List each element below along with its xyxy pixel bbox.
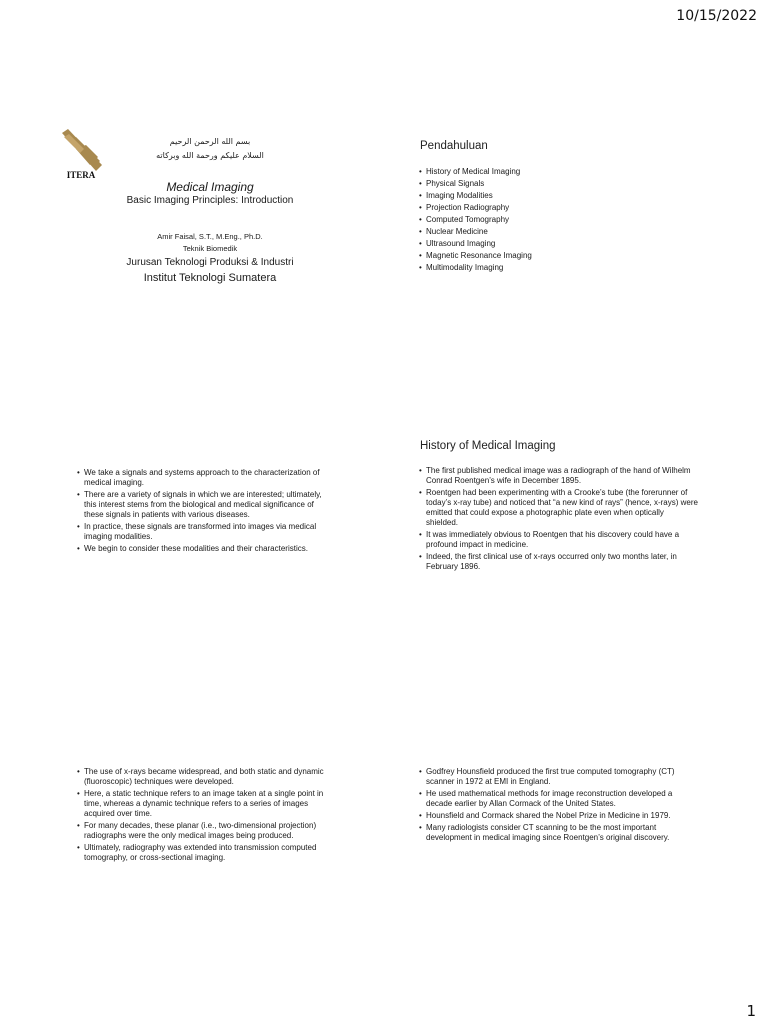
topic-list xyxy=(420,166,720,274)
institution-name: Institut Teknologi Sumatera xyxy=(143,272,277,284)
bullet-list xyxy=(420,767,720,843)
slide-history xyxy=(420,440,720,574)
basmala-text: بسم الله الرحمن الرحيم xyxy=(169,137,251,146)
slide-subtitle: Basic Imaging Principles: Introduction xyxy=(126,195,294,206)
list-item: • Hounsfield and Cormack shared the Nobel Prize in Medicine in 1979. xyxy=(420,811,698,821)
list-item: • Nuclear Medicine xyxy=(420,226,720,238)
list-item: • We begin to consider these modalities and their characteristics. xyxy=(78,544,324,554)
list-item: • Godfrey Hounsfield produced the first true computed tomography (CT) scanner in 1972 at EMI in England. xyxy=(420,767,698,787)
list-item: • It was immediately obvious to Roentgen that his discovery could have a profound impact in medicine. xyxy=(420,530,698,550)
list-item: • Projection Radiography xyxy=(420,202,720,214)
list-item: • The first published medical image was a radiograph of the hand of Wilhelm Conrad Roentgen’s wife in December 1895. xyxy=(420,466,698,486)
slide-signals-approach xyxy=(78,468,378,556)
list-item: • Roentgen had been experimenting with a Crooke’s tube (the forerunner of today’s x-ray tube) and noticed that “a new kind of rays” (hence, x-rays) were emitted that could expose a photographic plate even when optically shielded. xyxy=(420,488,698,528)
list-item: • Multimodality Imaging xyxy=(420,262,720,274)
list-item: • For many decades, these planar (i.e., two-dimensional projection) radiographs were the only medical images being produced. xyxy=(78,821,324,841)
slide-title xyxy=(60,125,360,305)
slide-heading: Pendahuluan xyxy=(420,140,488,152)
list-item: • Imaging Modalities xyxy=(420,190,720,202)
list-item: • Here, a static technique refers to an image taken at a single point in time, whereas a dynamic technique refers to a series of images acquired over time. xyxy=(78,789,324,819)
slide-title-text: Medical Imaging xyxy=(166,180,254,194)
list-item: • Computed Tomography xyxy=(420,214,720,226)
author-name: Amir Faisal, S.T., M.Eng., Ph.D. xyxy=(157,232,263,241)
list-item: • Indeed, the first clinical use of x-rays occurred only two months later, in February 1896. xyxy=(420,552,698,572)
list-item: • There are a variety of signals in which we are interested; ultimately, this interest stems from the biological and medical significance of these signals in patients with various diseases. xyxy=(78,490,324,520)
list-item: • Ultimately, radiography was extended into transmission computed tomography, or cross-sectional imaging. xyxy=(78,843,324,863)
list-item: • Magnetic Resonance Imaging xyxy=(420,250,720,262)
bullet-list xyxy=(78,767,378,863)
slide-ct-history xyxy=(420,767,720,845)
page-number: 1 xyxy=(746,1002,756,1020)
list-item: • Physical Signals xyxy=(420,178,720,190)
list-item: • In practice, these signals are transformed into images via medical imaging modalities. xyxy=(78,522,324,542)
slide-xray-techniques xyxy=(78,767,378,865)
department-name: Teknik Biomedik xyxy=(182,244,238,253)
list-item: • Ultrasound Imaging xyxy=(420,238,720,250)
slide-heading: History of Medical Imaging xyxy=(420,440,556,452)
list-item: • He used mathematical methods for image reconstruction developed a decade earlier by Allan Cormack of the United States. xyxy=(420,789,698,809)
list-item: • Many radiologists consider CT scanning to be the most important development in medical imaging since Roentgen’s original discovery. xyxy=(420,823,698,843)
bullet-list xyxy=(78,468,378,554)
logo-text: ITERA xyxy=(66,170,96,180)
slide-pendahuluan xyxy=(420,140,720,274)
list-item: • History of Medical Imaging xyxy=(420,166,720,178)
faculty-name: Jurusan Teknologi Produksi & Industri xyxy=(126,257,294,268)
list-item: • The use of x-rays became widespread, and both static and dynamic (fluoroscopic) techniques were developed. xyxy=(78,767,324,787)
print-date: 10/15/2022 xyxy=(676,8,757,24)
bullet-list xyxy=(420,466,720,572)
greeting-text: السلام عليكم ورحمة الله وبركاته xyxy=(156,151,264,160)
list-item: • We take a signals and systems approach to the characterization of medical imaging. xyxy=(78,468,324,488)
